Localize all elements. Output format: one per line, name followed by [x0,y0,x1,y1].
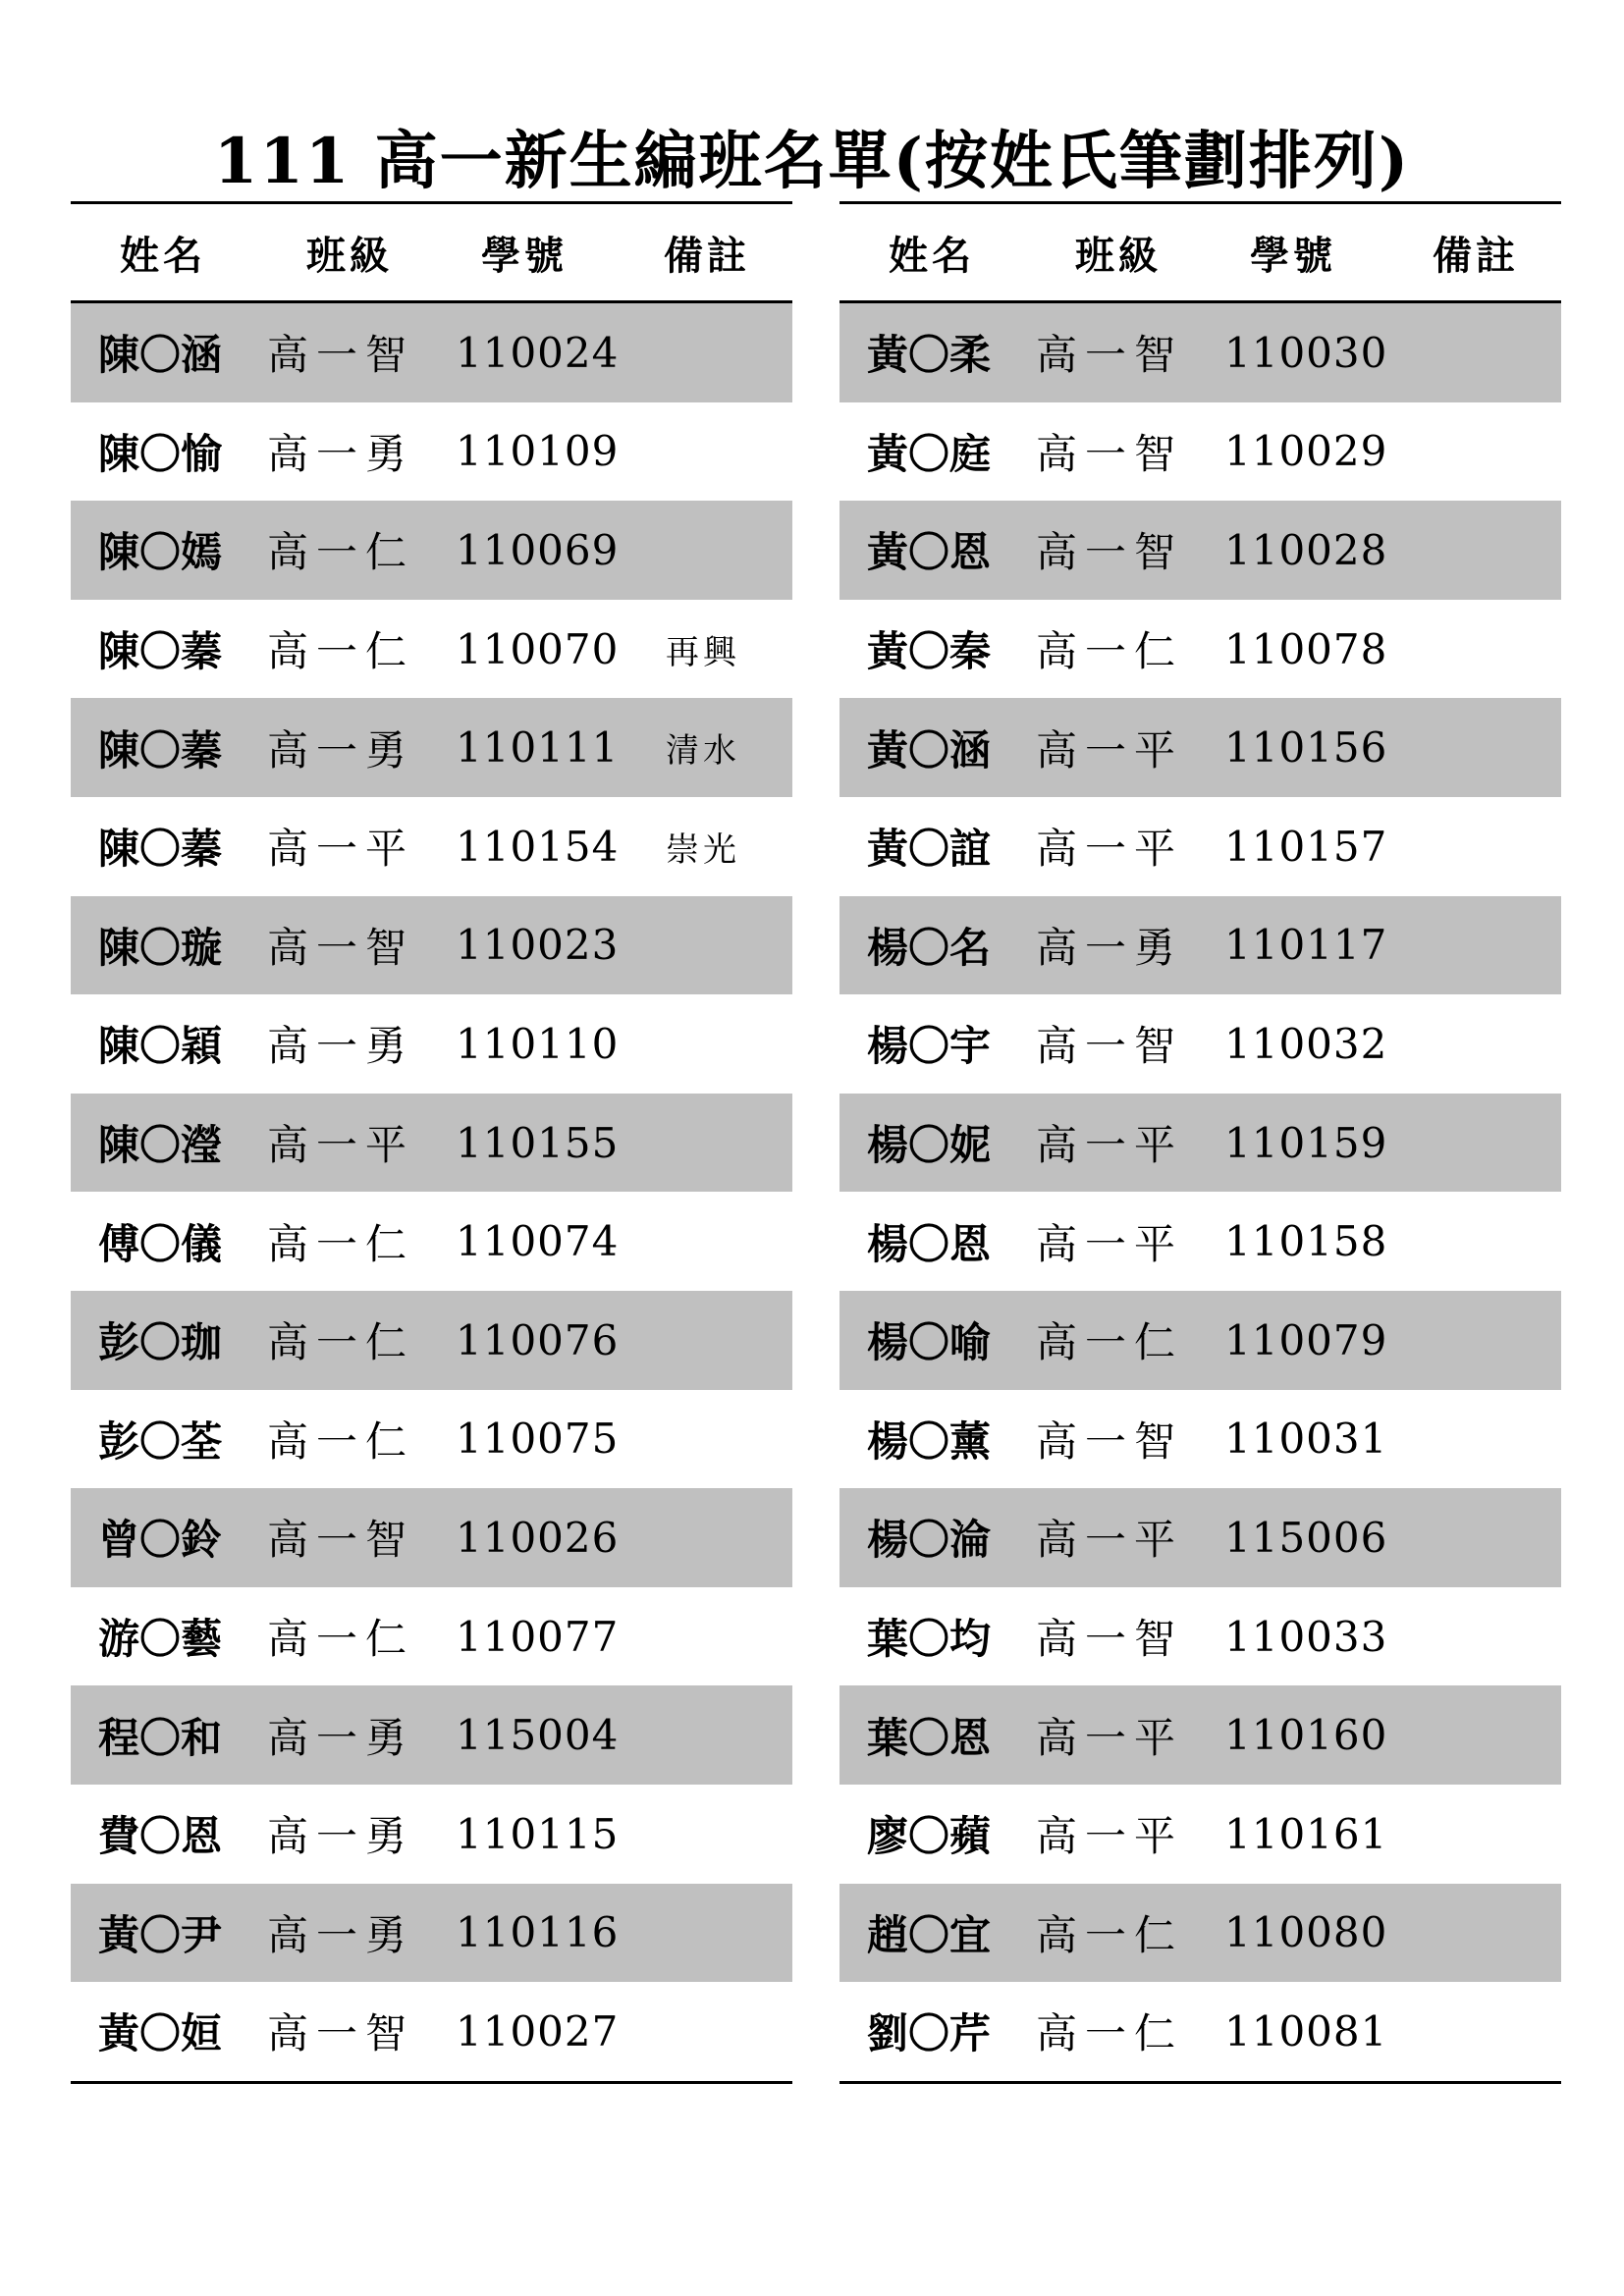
student-id: 110154 [456,822,620,871]
student-name: 彭〇荃 [98,1416,223,1466]
class-name: 高一勇 [267,1910,415,1959]
student-name: 黃〇涵 [867,725,992,774]
table-row [839,1291,1561,1390]
header-note: 備註 [1433,232,1519,279]
class-name: 高一仁 [267,1219,415,1268]
student-name: 楊〇宇 [867,1022,992,1071]
student-name: 趙〇宜 [867,1910,992,1959]
page-title: 111 高一新生編班名單(按姓氏筆劃排列) [213,125,1411,198]
class-name: 高一智 [1036,1022,1184,1071]
student-id: 110033 [1224,1612,1388,1661]
table-body [71,303,792,2081]
roster-table-left [71,201,792,2084]
header-name: 姓名 [120,232,206,279]
class-name: 高一勇 [267,1022,415,1071]
header-student-id: 學號 [481,232,568,279]
student-id: 110027 [456,2006,620,2056]
student-name: 黃〇柔 [867,331,992,380]
student-name: 陳〇璇 [98,923,223,972]
student-id: 110157 [1224,822,1388,871]
student-name: 黃〇姮 [98,2009,223,2058]
class-name: 高一智 [267,1516,415,1565]
header-student-id: 學號 [1250,232,1336,279]
student-id: 110155 [456,1118,620,1167]
student-name: 廖〇蘋 [867,1812,992,1861]
student-id: 115004 [456,1711,620,1760]
student-id: 110081 [1224,2006,1388,2056]
student-name: 楊〇名 [867,923,992,972]
table-row [839,1390,1561,1489]
student-name: 陳〇涵 [98,331,223,380]
student-id: 110069 [456,525,620,574]
student-id: 110076 [456,1315,620,1364]
table-row [71,1685,792,1785]
class-name: 高一智 [1036,429,1184,478]
table-row [71,501,792,600]
table-row [71,1291,792,1390]
class-name: 高一平 [1036,1812,1184,1861]
student-name: 陳〇穎 [98,1022,223,1071]
table-row [839,1685,1561,1785]
header-note: 備註 [664,232,750,279]
student-name: 彭〇珈 [98,1318,223,1367]
student-id: 110070 [456,624,620,673]
class-name: 高一平 [1036,1516,1184,1565]
student-id: 110030 [1224,328,1388,377]
student-name: 傅〇儀 [98,1219,223,1268]
student-name: 楊〇喻 [867,1318,992,1367]
student-id: 110159 [1224,1118,1388,1167]
table-row [839,994,1561,1094]
table-row [71,1785,792,1884]
table-row [71,1390,792,1489]
class-name: 高一仁 [267,1318,415,1367]
class-name: 高一平 [267,1121,415,1170]
table-row [839,797,1561,896]
student-name: 游〇藝 [98,1615,223,1664]
student-id: 110161 [1224,1809,1388,1858]
class-name: 高一仁 [267,528,415,577]
table-row [839,1094,1561,1193]
table-row [71,1982,792,2081]
class-name: 高一智 [267,331,415,380]
table-row [71,303,792,402]
student-name: 黃〇恩 [867,528,992,577]
class-name: 高一平 [1036,1713,1184,1762]
class-name: 高一智 [1036,1615,1184,1664]
class-name: 高一平 [1036,1121,1184,1170]
class-name: 高一勇 [267,725,415,774]
table-row [839,1884,1561,1983]
class-name: 高一勇 [267,1713,415,1762]
student-name: 楊〇妮 [867,1121,992,1170]
note-cell: 崇光 [666,829,740,870]
student-name: 葉〇恩 [867,1713,992,1762]
student-id: 110078 [1224,624,1388,673]
table-row [839,1785,1561,1884]
class-name: 高一智 [1036,528,1184,577]
table-row [71,1884,792,1983]
table-row [71,1488,792,1587]
student-id: 110079 [1224,1315,1388,1364]
student-id: 110110 [456,1019,620,1068]
class-name: 高一仁 [267,627,415,676]
table-row [839,303,1561,402]
class-name: 高一仁 [267,1615,415,1664]
table-row [71,797,792,896]
student-id: 110109 [456,427,620,476]
student-id: 110156 [1224,723,1388,773]
student-name: 陳〇蓁 [98,627,223,676]
student-id: 110032 [1224,1019,1388,1068]
class-name: 高一平 [267,825,415,874]
student-id: 110116 [456,1908,620,1957]
student-name: 黃〇尹 [98,1910,223,1959]
note-cell: 清水 [666,731,740,772]
class-name: 高一平 [1036,825,1184,874]
student-name: 楊〇恩 [867,1219,992,1268]
header-class: 班級 [1075,232,1162,279]
table-header [71,204,792,303]
student-id: 110080 [1224,1908,1388,1957]
student-name: 黃〇庭 [867,429,992,478]
table-row [71,896,792,995]
table-row [839,1587,1561,1686]
class-name: 高一勇 [267,1812,415,1861]
header-class: 班級 [306,232,393,279]
roster-table-right [839,201,1561,2084]
class-name: 高一勇 [1036,923,1184,972]
class-name: 高一仁 [1036,1910,1184,1959]
table-header [839,204,1561,303]
student-id: 110026 [456,1513,620,1562]
table-row [839,501,1561,600]
student-id: 110031 [1224,1415,1388,1464]
note-cell: 再興 [666,632,740,672]
class-name: 高一勇 [267,429,415,478]
student-name: 楊〇薰 [867,1416,992,1466]
table-row [839,1488,1561,1587]
student-name: 曾〇鈴 [98,1516,223,1565]
class-name: 高一智 [267,923,415,972]
student-name: 陳〇瀅 [98,1121,223,1170]
class-name: 高一平 [1036,725,1184,774]
student-name: 費〇恩 [98,1812,223,1861]
student-id: 115006 [1224,1513,1388,1562]
table-row [71,698,792,797]
student-id: 110023 [456,921,620,970]
header-name: 姓名 [889,232,975,279]
table-row [71,1192,792,1291]
table-row [839,600,1561,699]
student-name: 陳〇嫣 [98,528,223,577]
table-row [839,402,1561,502]
class-name: 高一智 [267,2009,415,2058]
student-id: 110115 [456,1809,620,1858]
table-row [839,1982,1561,2081]
student-id: 110160 [1224,1711,1388,1760]
student-name: 黃〇誼 [867,825,992,874]
student-id: 110028 [1224,525,1388,574]
class-name: 高一仁 [1036,627,1184,676]
table-row [839,896,1561,995]
table-row [839,1192,1561,1291]
student-name: 陳〇蓁 [98,725,223,774]
class-name: 高一智 [1036,1416,1184,1466]
class-name: 高一仁 [1036,2009,1184,2058]
student-id: 110158 [1224,1217,1388,1266]
student-name: 陳〇愉 [98,429,223,478]
table-body [839,303,1561,2081]
table-row [839,698,1561,797]
student-id: 110111 [456,723,620,773]
student-name: 劉〇芹 [867,2009,992,2058]
student-id: 110024 [456,328,620,377]
student-name: 黃〇秦 [867,627,992,676]
student-id: 110077 [456,1612,620,1661]
table-row [71,1094,792,1193]
student-id: 110117 [1224,921,1388,970]
student-name: 程〇和 [98,1713,223,1762]
table-row [71,600,792,699]
class-name: 高一仁 [1036,1318,1184,1367]
class-name: 高一智 [1036,331,1184,380]
student-id: 110074 [456,1217,620,1266]
table-row [71,1587,792,1686]
table-row [71,402,792,502]
student-name: 葉〇均 [867,1615,992,1664]
class-name: 高一平 [1036,1219,1184,1268]
student-name: 陳〇蓁 [98,825,223,874]
table-row [71,994,792,1094]
student-id: 110029 [1224,427,1388,476]
class-name: 高一仁 [267,1416,415,1466]
student-id: 110075 [456,1415,620,1464]
student-name: 楊〇淪 [867,1516,992,1565]
